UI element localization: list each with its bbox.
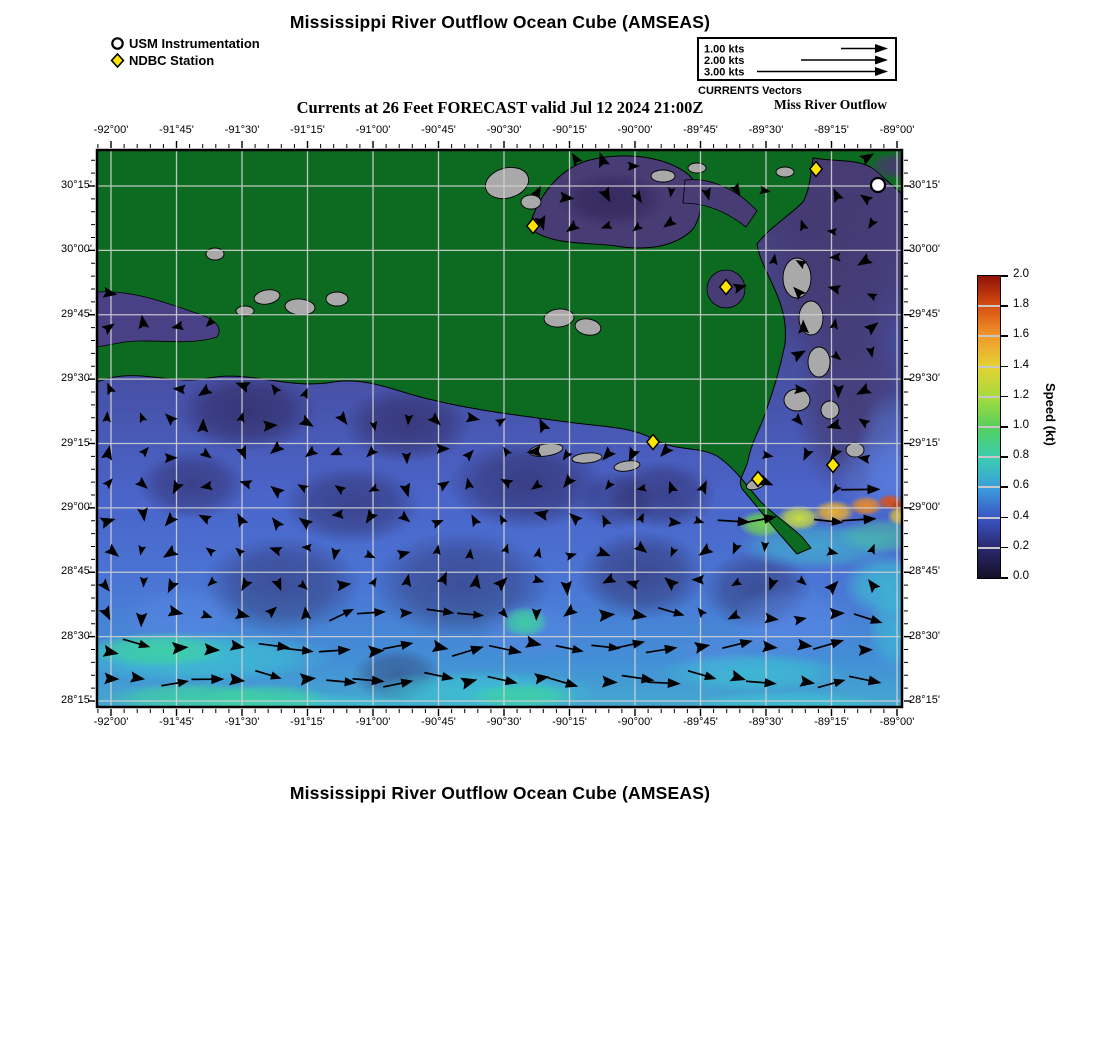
y-tick-label: 29°30' (909, 372, 940, 385)
colorbar-tick (1001, 456, 1008, 458)
x-tick-label: -91°15' (290, 716, 325, 728)
legend-ndbc-label: NDBC Station (129, 53, 215, 68)
vector-scale-caption: CURRENTS Vectors (698, 85, 802, 97)
x-tick-label: -90°15' (552, 716, 587, 728)
colorbar-tick (1001, 577, 1008, 579)
y-tick-label: 30°15' (909, 179, 940, 191)
y-tick-label: 28°45' (61, 565, 92, 578)
x-tick-label: -90°45' (421, 124, 456, 136)
x-tick-label: -89°45' (683, 124, 718, 136)
colorbar-tick (1001, 396, 1008, 398)
x-tick-label: -91°00' (355, 716, 391, 728)
forecast-subtitle: Currents at 26 Feet FORECAST valid Jul 12 2024 21:00Z (296, 98, 704, 117)
map-plot (87, 140, 912, 717)
colorbar-tick (1001, 426, 1008, 428)
svg-text:3.00 kts: 3.00 kts (704, 66, 745, 79)
x-tick-label: -92°00' (93, 124, 129, 136)
x-tick-label: -91°30' (224, 124, 260, 136)
x-tick-label: -89°15' (814, 124, 849, 136)
colorbar-tick-label: 1.6 (1013, 328, 1029, 341)
colorbar-tick (1001, 275, 1008, 277)
footer-title: Mississippi River Outflow Ocean Cube (AMSEAS) (289, 783, 711, 803)
colorbar-tick-label: 1.0 (1013, 419, 1029, 431)
colorbar-tick (1001, 366, 1008, 368)
x-tick-label: -89°15' (814, 716, 849, 728)
y-tick-label: 29°30' (61, 372, 92, 385)
y-tick-label: 30°15' (61, 179, 92, 191)
x-tick-label: -89°30' (748, 716, 784, 728)
x-tick-label: -91°00' (355, 124, 391, 136)
page-title: Mississippi River Outflow Ocean Cube (AMSEAS) (289, 12, 711, 32)
y-tick-label: 29°00' (61, 500, 92, 513)
x-tick-label: -89°00' (879, 716, 915, 728)
map-plot-svg (87, 140, 912, 717)
y-tick-label: 28°45' (909, 565, 940, 578)
colorbar-tick-label: 1.8 (1013, 298, 1029, 311)
y-tick-label: 29°45' (909, 307, 940, 320)
colorbar (977, 275, 1001, 579)
colorbar-tick-label: 0.0 (1013, 570, 1029, 582)
y-tick-label: 29°15' (61, 436, 92, 449)
legend-usm-row (110, 35, 260, 52)
colorbar-tick-label: 0.8 (1013, 449, 1029, 462)
y-tick-label: 29°00' (909, 500, 940, 513)
svg-text:1.00 kts: 1.00 kts (704, 43, 745, 56)
y-tick-label: 29°45' (61, 307, 92, 320)
colorbar-tick-label: 0.4 (1013, 509, 1029, 522)
vector-scale-box (697, 37, 897, 81)
x-tick-label: -91°15' (290, 124, 325, 136)
y-tick-label: 28°30' (909, 629, 940, 642)
usm-station-marker (871, 178, 885, 192)
x-tick-label: -91°45' (159, 124, 194, 136)
x-tick-label: -89°45' (683, 716, 718, 728)
colorbar-tick-label: 0.2 (1013, 539, 1029, 552)
y-tick-label: 30°00' (61, 243, 92, 256)
x-tick-label: -90°15' (552, 124, 587, 136)
vector-scale-arrows (699, 39, 895, 79)
colorbar-tick (1001, 486, 1008, 488)
ndbc-diamond-icon (110, 53, 125, 68)
colorbar-tick (1001, 547, 1008, 549)
y-tick-label: 28°15' (61, 694, 92, 706)
colorbar-tick (1001, 517, 1008, 519)
x-tick-label: -90°00' (617, 716, 653, 728)
x-tick-label: -90°30' (486, 124, 522, 136)
colorbar-tick-label: 1.2 (1013, 388, 1029, 401)
x-tick-label: -90°00' (617, 124, 653, 136)
x-tick-label: -92°00' (93, 716, 129, 728)
x-tick-label: -90°45' (421, 716, 456, 728)
y-tick-label: 28°15' (909, 694, 940, 706)
colorbar-tick-label: 2.0 (1013, 268, 1029, 280)
legend-ndbc-row (110, 52, 260, 69)
y-tick-label: 30°00' (909, 243, 940, 256)
x-tick-label: -89°30' (748, 124, 784, 136)
colorbar-tick-label: 0.6 (1013, 479, 1029, 492)
svg-text:2.00 kts: 2.00 kts (704, 55, 745, 67)
y-tick-label: 28°30' (61, 629, 92, 642)
colorbar-tick (1001, 305, 1008, 307)
x-tick-label: -89°00' (879, 124, 915, 136)
usm-circle-icon (110, 36, 125, 51)
colorbar-tick-label: 1.4 (1013, 358, 1029, 371)
x-tick-label: -91°30' (224, 716, 260, 728)
region-label: Miss River Outflow (774, 97, 887, 112)
x-tick-label: -91°45' (159, 716, 194, 728)
y-tick-label: 29°15' (909, 436, 940, 449)
colorbar-tick (1001, 335, 1008, 337)
x-tick-label: -90°30' (486, 716, 522, 728)
colorbar-label: Speed (kt) (1043, 383, 1058, 446)
legend-usm-label: USM Instrumentation (129, 36, 260, 51)
map-legend (110, 35, 260, 69)
